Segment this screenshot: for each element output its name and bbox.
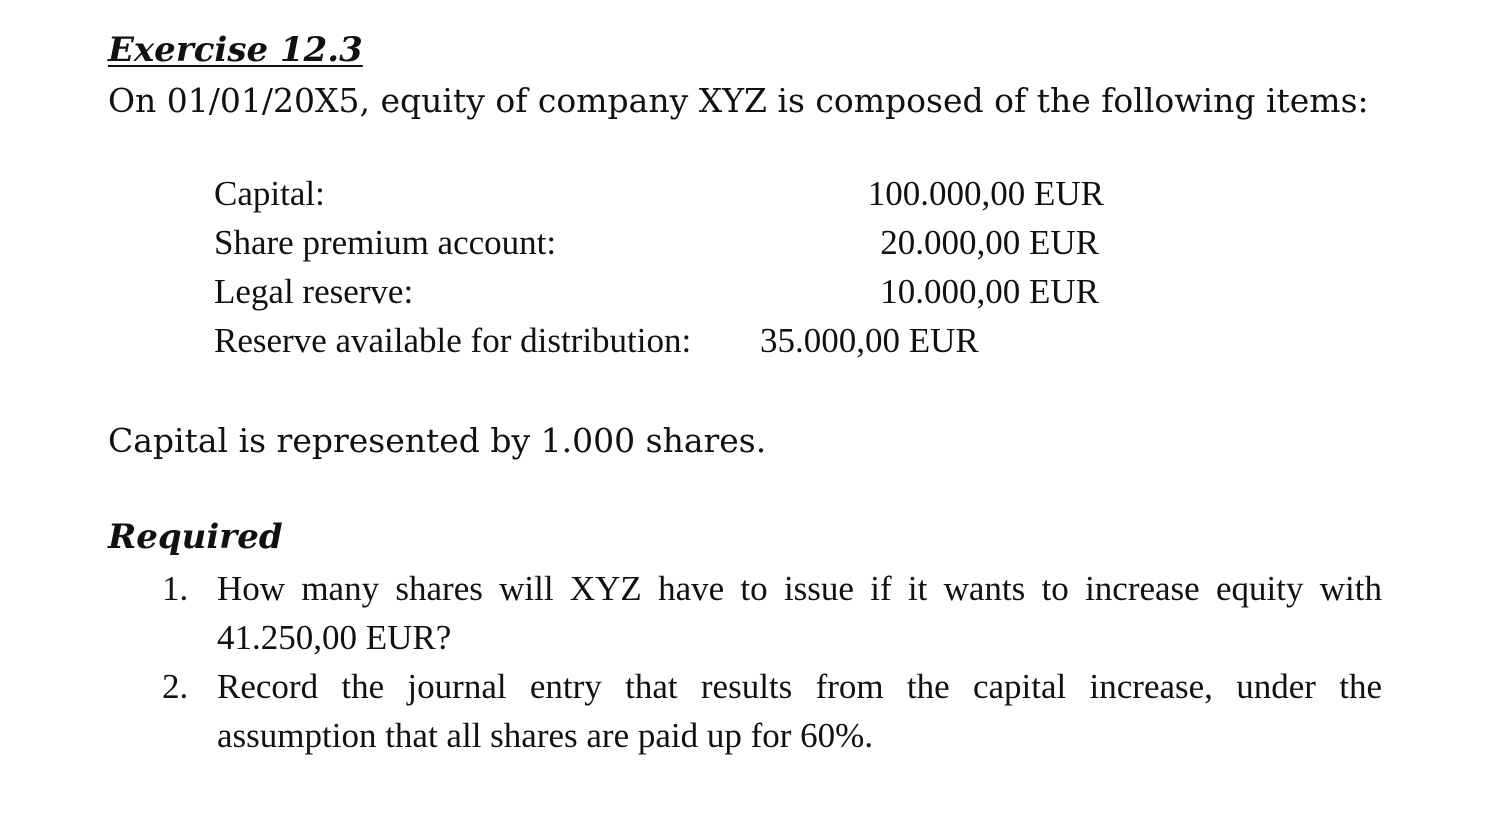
equity-item-share-premium <box>214 225 1104 274</box>
equity-item-value: 20.000,00 EUR <box>880 223 1099 262</box>
required-questions-list <box>162 564 1382 760</box>
exercise-title: Exercise 12.3 <box>108 30 363 70</box>
question-item <box>162 662 1382 760</box>
equity-item-distributable-reserve <box>214 323 1104 372</box>
equity-items-list <box>214 176 1104 372</box>
equity-item-value: 35.000,00 EUR <box>760 321 979 360</box>
required-heading: Required <box>108 517 283 557</box>
question-item <box>162 564 1382 662</box>
question-number: 2. <box>162 667 189 706</box>
equity-item-capital <box>214 176 1104 225</box>
equity-item-label: Share premium account: <box>214 223 557 262</box>
equity-item-label: Legal reserve: <box>214 272 414 311</box>
question-text: How many shares will XYZ have to issue if it wants to increase equity with 41.250,00 EUR? <box>217 569 1382 657</box>
equity-item-label: Reserve available for distribution: <box>214 321 692 360</box>
equity-item-label: Capital: <box>214 174 325 213</box>
equity-item-legal-reserve <box>214 274 1104 323</box>
question-number: 1. <box>162 569 189 608</box>
question-text: Record the journal entry that results from the capital increase, under the assumption that all shares are paid up for 60%. <box>217 667 1382 755</box>
equity-item-value: 100.000,00 EUR <box>867 174 1104 213</box>
equity-item-value: 10.000,00 EUR <box>880 272 1099 311</box>
intro-paragraph: On 01/01/20X5, equity of company XYZ is composed of the following items: <box>108 81 1369 120</box>
capital-shares-note: Capital is represented by 1.000 shares. <box>108 421 767 460</box>
